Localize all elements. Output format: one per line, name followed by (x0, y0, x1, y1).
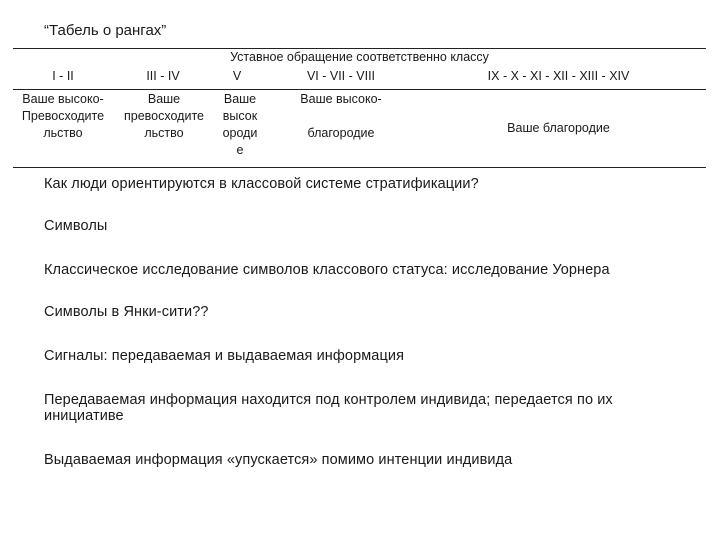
cell-rank-2-line3: льство (144, 126, 184, 140)
cell-rank-1-line2: Превосходите (21, 109, 105, 123)
bullet-item-7: Выдаваемая информация «упускается» помимо интенции индивида (44, 452, 513, 468)
cell-rank-4-line1: Ваше высоко- (300, 92, 382, 106)
cell-rank-4-line2 (271, 108, 411, 125)
cell-rank-3-line1: Ваше (223, 92, 257, 106)
cell-rank-2 (113, 91, 215, 142)
cell-rank-4 (271, 91, 411, 142)
cell-rank-1-line1: Ваше высоко- (22, 92, 104, 106)
column-header-4: VI - VII - VIII (306, 69, 376, 83)
rank-table (13, 48, 706, 168)
column-header-2: III - IV (146, 69, 180, 83)
table-header-divider (13, 89, 706, 90)
bullet-item-3: Классическое исследование символов классового статуса: исследование Уорнера (44, 262, 610, 278)
cell-rank-4-line3: благородие (307, 126, 375, 140)
bullet-item-5: Сигналы: передаваемая и выдаваемая информация (44, 348, 405, 364)
cell-rank-1 (13, 91, 113, 142)
column-header-5: IX - X - XI - XII - XIII - XIV (487, 69, 630, 83)
column-header-1: I - II (52, 69, 74, 83)
slide-title: “Табель о рангах” (44, 22, 167, 39)
cell-rank-1-line3: льство (43, 126, 83, 140)
cell-rank-3-line2: высок (222, 109, 258, 123)
cell-rank-3 (215, 91, 265, 159)
bullet-item-1: Как люди ориентируются в классовой системе стратификации? (44, 176, 479, 192)
cell-rank-5-line1: Ваше благородие (507, 121, 610, 135)
bullet-item-6: Передаваемая информация находится под контролем индивида; передается по их инициативе (44, 392, 613, 424)
table-top-border (13, 48, 706, 49)
bullet-item-2: Символы (44, 218, 108, 234)
table-header: Уставное обращение соответственно классу (230, 50, 489, 64)
cell-rank-2-line2: превосходите (124, 109, 204, 123)
cell-rank-2-line1: Ваше (147, 92, 181, 106)
cell-rank-3-line4: е (236, 143, 244, 157)
cell-rank-3-line3: ороди (222, 126, 258, 140)
bullet-item-4: Символы в Янки-сити?? (44, 304, 209, 320)
column-header-3: V (232, 69, 242, 83)
table-bottom-border (13, 167, 706, 168)
cell-rank-5 (411, 120, 706, 137)
